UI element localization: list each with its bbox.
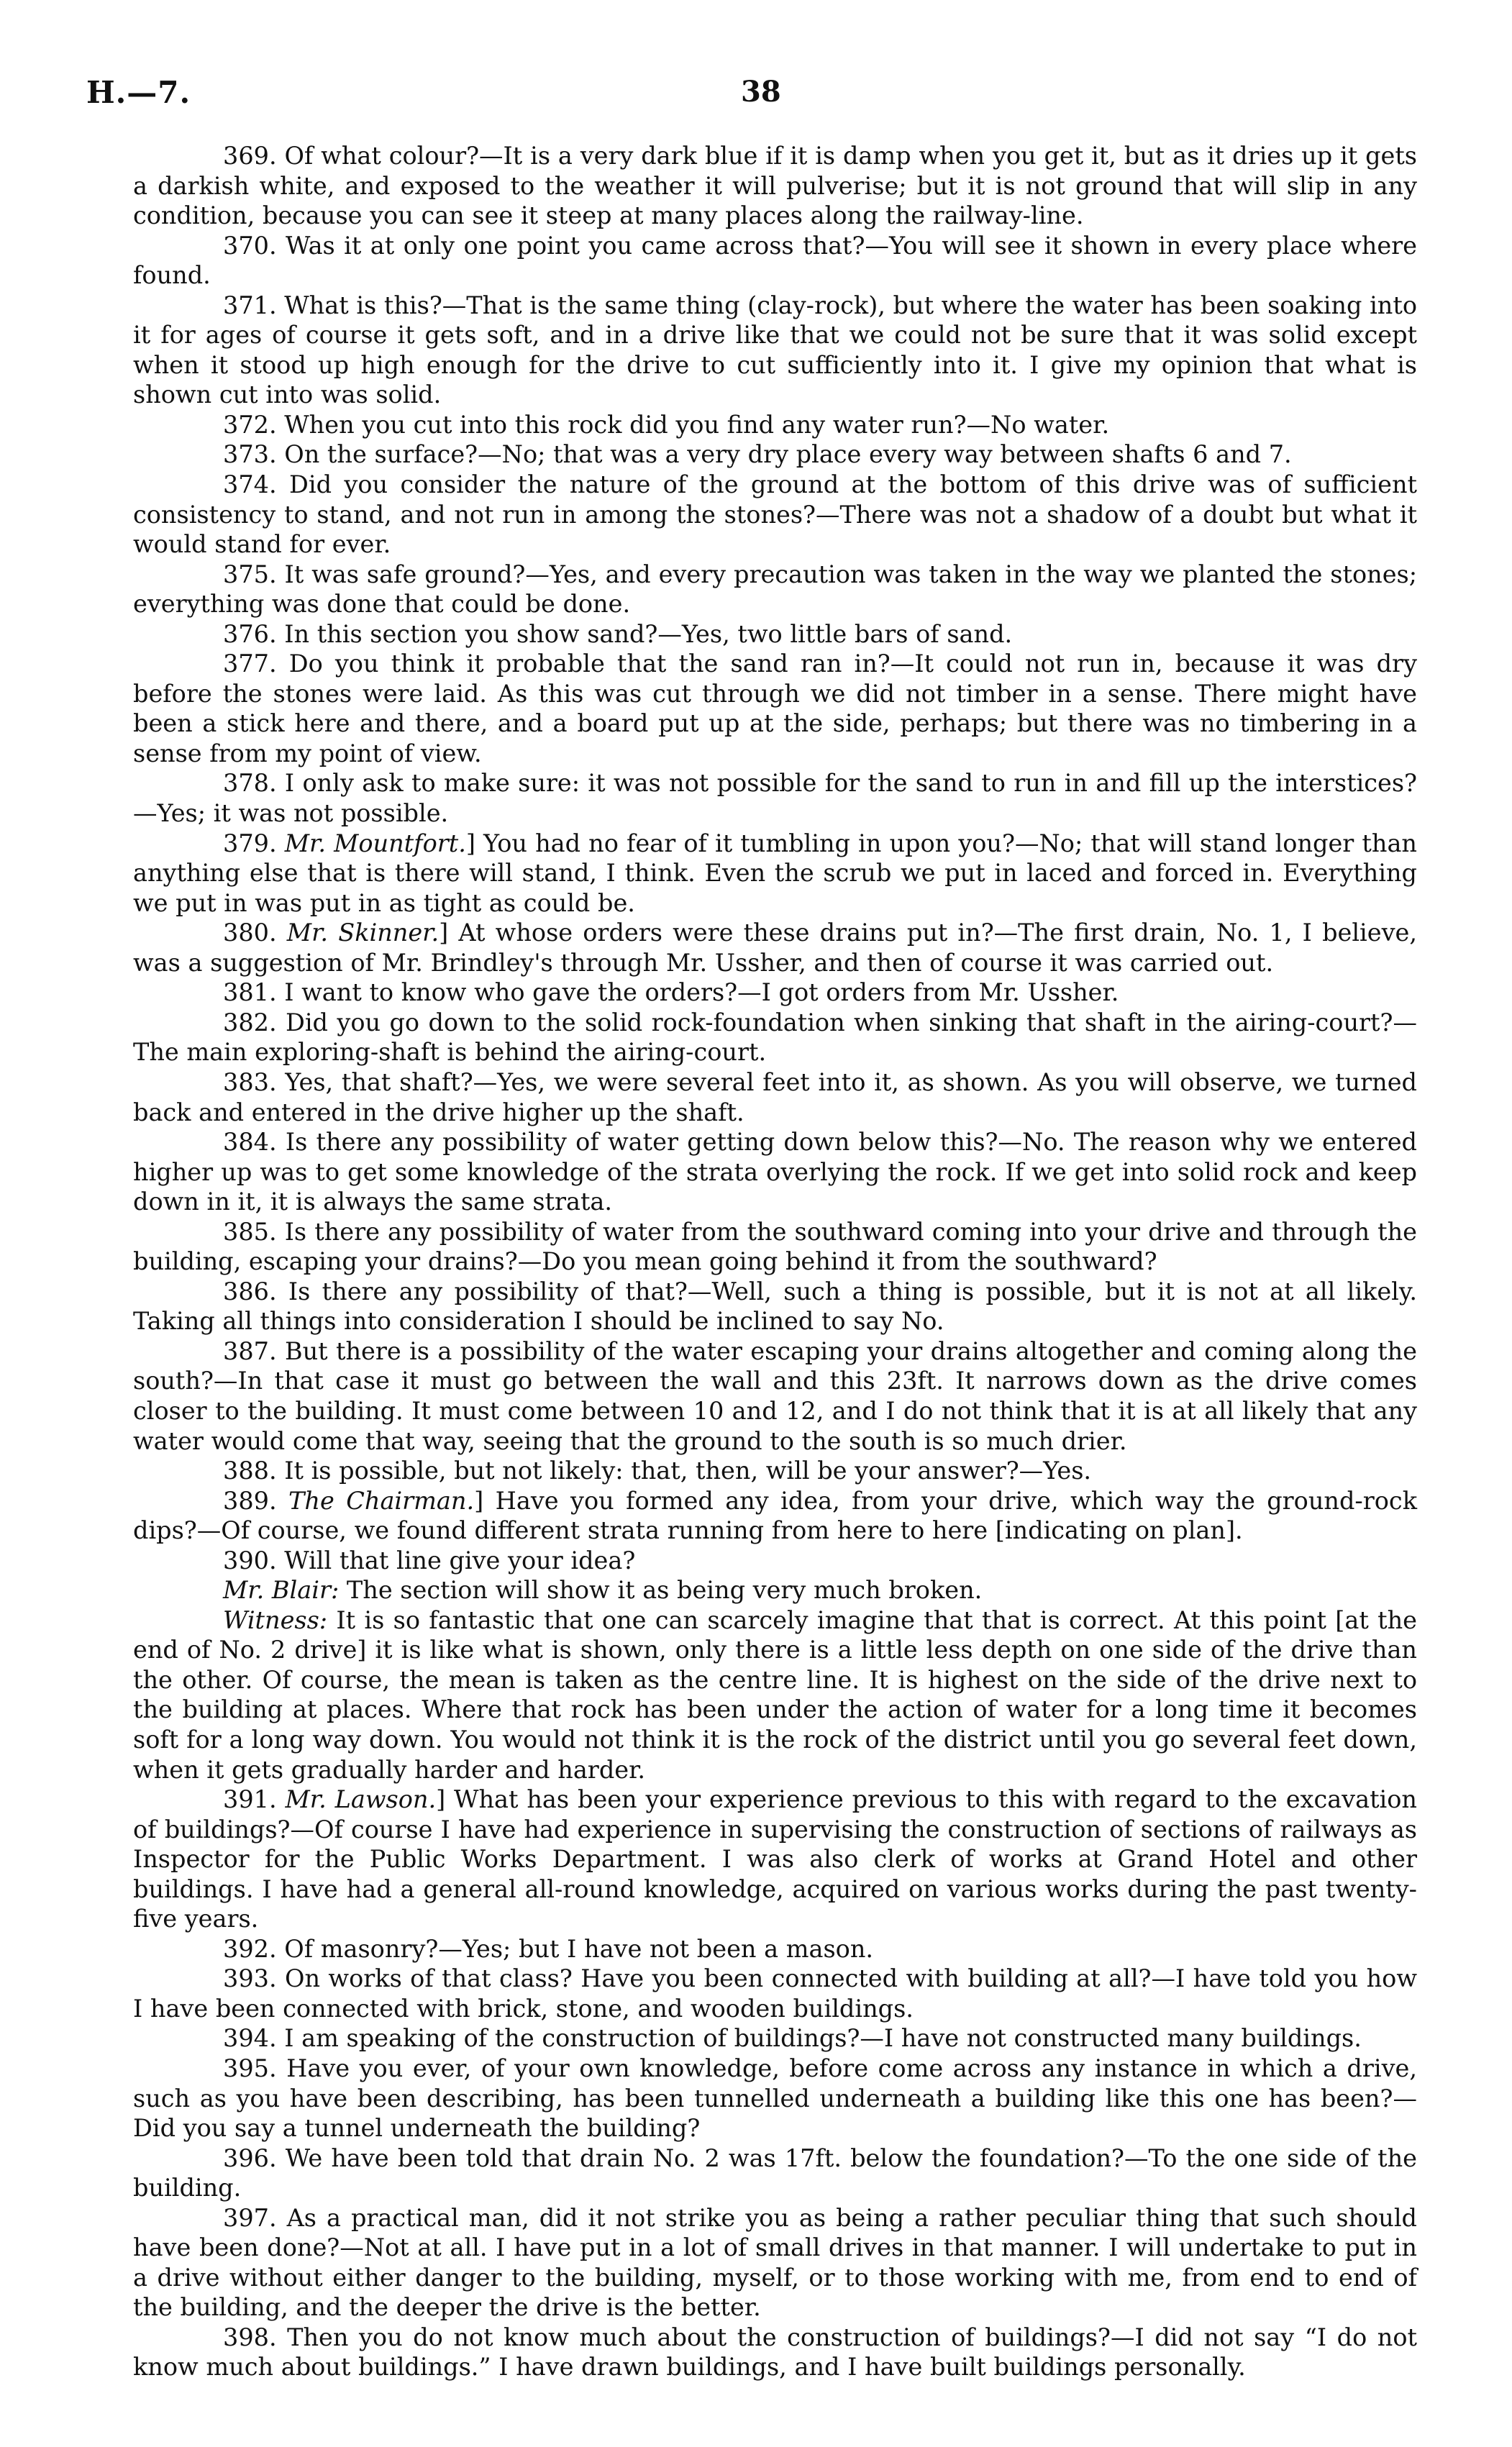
question-number: 380. xyxy=(223,919,277,947)
paragraph: Witness: It is so fantastic that one can scarcely imagine that that is correct. At this point [at the end of No. 2 drive] it is like what is shown, only there is a little less depth on one side of the drive than the other. Of course, the mean is taken as the centre line. It is highest on the side of the drive next to the building at places. Where that rock has been under the action of water for a long time it becomes soft for a long way down. You would not think it is the rock of the district until you go several feet down, when it gets gradually harder and harder. xyxy=(133,1605,1417,1784)
paragraph: 391. Mr. Lawson.] What has been your experience previous to this with regard to the excavation of buildings?—Of course I have had experience in supervising the construction of sections of railways as Inspector for the Public Works Department. I was also clerk of works at Grand Hotel and other buildings. I have had a general all-round knowledge, acquired on various works during the past twenty-five years. xyxy=(133,1785,1417,1933)
paragraph: 369. Of what colour?—It is a very dark blue if it is damp when you get it, but as it dries up it gets a darkish white, and exposed to the weather it will pulverise; but it is not ground that will slip in any condition, because you can see it steep at many places along the railway-line. xyxy=(133,142,1417,230)
speaker-name: Mr. Lawson. xyxy=(285,1785,437,1814)
speaker-name: Mr. Skinner. xyxy=(286,919,440,947)
paragraph: 380. Mr. Skinner.] At whose orders were these drains put in?—The first drain, No. 1, I believe, was a suggestion of Mr. Brindley's through Mr. Ussher, and then of course it was carried out. xyxy=(133,919,1417,977)
report-code: H.—7. xyxy=(86,75,191,110)
paragraph: 394. I am speaking of the construction of buildings?—I have not constructed many buildings. xyxy=(223,2024,1362,2053)
speaker-name: Witness: xyxy=(223,1605,328,1634)
paragraph: 395. Have you ever, of your own knowledge, before come across any instance in which a drive, such as you have been describing, has been tunnelled underneath a building like this one has been?—Did you say a tunnel underneath the building? xyxy=(133,2054,1417,2143)
paragraph: 396. We have been told that drain No. 2 was 17ft. below the foundation?—To the one side of the building. xyxy=(133,2143,1417,2202)
paragraph: 389. The Chairman.] Have you formed any idea, from your drive, which way the ground-rock dips?—Of course, we found different strata running from here to here [indicating on plan]. xyxy=(133,1486,1417,1545)
paragraph: 397. As a practical man, did it not strike you as being a rather peculiar thing that such should have been done?—Not at all. I have put in a lot of small drives in that manner. I will undertake to put in a drive without either danger to the building, myself, or to those working with me, from end to end of the building, and the deeper the drive is the better. xyxy=(133,2203,1417,2322)
paragraph: 386. Is there any possibility of that?—Well, such a thing is possible, but it is not at all likely. Taking all things into consideration I should be inclined to say No. xyxy=(133,1277,1417,1336)
paragraph: 392. Of masonry?—Yes; but I have not been a mason. xyxy=(223,1934,874,1963)
paragraph: 383. Yes, that shaft?—Yes, we were several feet into it, as shown. As you will observe, we turned back and entered in the drive higher up the shaft. xyxy=(133,1067,1417,1126)
evidence-body xyxy=(133,141,1417,2382)
paragraph: 377. Do you think it probable that the sand ran in?—It could not run in, because it was dry before the stones were laid. As this was cut through we did not timber in a sense. There might have been a stick here and there, and a board put up at the side, perhaps; but there was no timbering in a sense from my point of view. xyxy=(133,650,1417,767)
question-number: 389. xyxy=(223,1486,277,1515)
paragraph: 371. What is this?—That is the same thing (clay-rock), but where the water has been soaking into it for ages of course it gets soft, and in a drive like that we could not be sure that it was solid except when it stood up high enough for the drive to cut sufficiently into it. I give my opinion that what is shown cut into was solid. xyxy=(133,291,1418,409)
paragraph: 378. I only ask to make sure: it was not possible for the sand to run in and fill up the interstices?—Yes; it was not possible. xyxy=(133,769,1417,828)
paragraph: 388. It is possible, but not likely: that, then, will be your answer?—Yes. xyxy=(223,1457,1092,1485)
paragraph: 370. Was it at only one point you came across that?—You will see it shown in every place where found. xyxy=(133,231,1417,290)
question-number: 391. xyxy=(223,1785,277,1814)
paragraph: 382. Did you go down to the solid rock-foundation when sinking that shaft in the airing-court?—The main exploring-shaft is behind the airing-court. xyxy=(133,1008,1417,1067)
paragraph: 381. I want to know who gave the orders?—I got orders from Mr. Ussher. xyxy=(223,978,1119,1007)
paragraph: 374. Did you consider the nature of the ground at the bottom of this drive was of sufficient consistency to stand, and not run in among the stones?—There was not a shadow of a doubt but what it would stand for ever. xyxy=(133,470,1417,559)
paragraph: 398. Then you do not know much about the construction of buildings?—I did not say “I do not know much about buildings.” I have drawn buildings, and I have built buildings personally. xyxy=(133,2323,1417,2382)
speaker-name: The Chairman. xyxy=(288,1486,475,1515)
page-number: 38 xyxy=(741,75,781,109)
paragraph: 376. In this section you show sand?—Yes, two little bars of sand. xyxy=(223,619,1013,648)
speaker-name: Mr. Blair: xyxy=(223,1576,340,1605)
question-number: 379. xyxy=(223,829,277,857)
paragraph: 372. When you cut into this rock did you find any water run?—No water. xyxy=(223,410,1110,439)
paragraph: 393. On works of that class? Have you been connected with building at all?—I have told you how I have been connected with brick, stone, and wooden buildings. xyxy=(133,1964,1417,2023)
paragraph: 387. But there is a possibility of the water escaping your drains altogether and coming along the south?—In that case it must go between the wall and this 23ft. It narrows down as the drive comes closer to the building. It must come between 10 and 12, and I do not think that it is at all likely that any water would come that way, seeing that the ground to the south is so much drier. xyxy=(133,1336,1417,1455)
paragraph: 379. Mr. Mountfort.] You had no fear of it tumbling in upon you?—No; that will stand longer than anything else that is there will stand, I think. Even the scrub we put in laced and forced in. Everything we put in was put in as tight as could be. xyxy=(133,829,1417,917)
speaker-name: Mr. Mountfort. xyxy=(284,829,466,857)
paragraph: Mr. Blair: The section will show it as being very much broken. xyxy=(223,1576,983,1605)
paragraph: 385. Is there any possibility of water from the southward coming into your drive and through the building, escaping your drains?—Do you mean going behind it from the southward? xyxy=(133,1217,1417,1276)
paragraph: 390. Will that line give your idea? xyxy=(223,1546,636,1575)
paragraph: 373. On the surface?—No; that was a very dry place every way between shafts 6 and 7. xyxy=(223,440,1292,469)
paragraph: 384. Is there any possibility of water getting down below this?—No. The reason why we entered higher up was to get some knowledge of the strata overlying the rock. If we get into solid rock and keep down in it, it is always the same strata. xyxy=(133,1128,1417,1216)
paragraph: 375. It was safe ground?—Yes, and every precaution was taken in the way we planted the stones; everything was done that could be done. xyxy=(133,560,1417,619)
